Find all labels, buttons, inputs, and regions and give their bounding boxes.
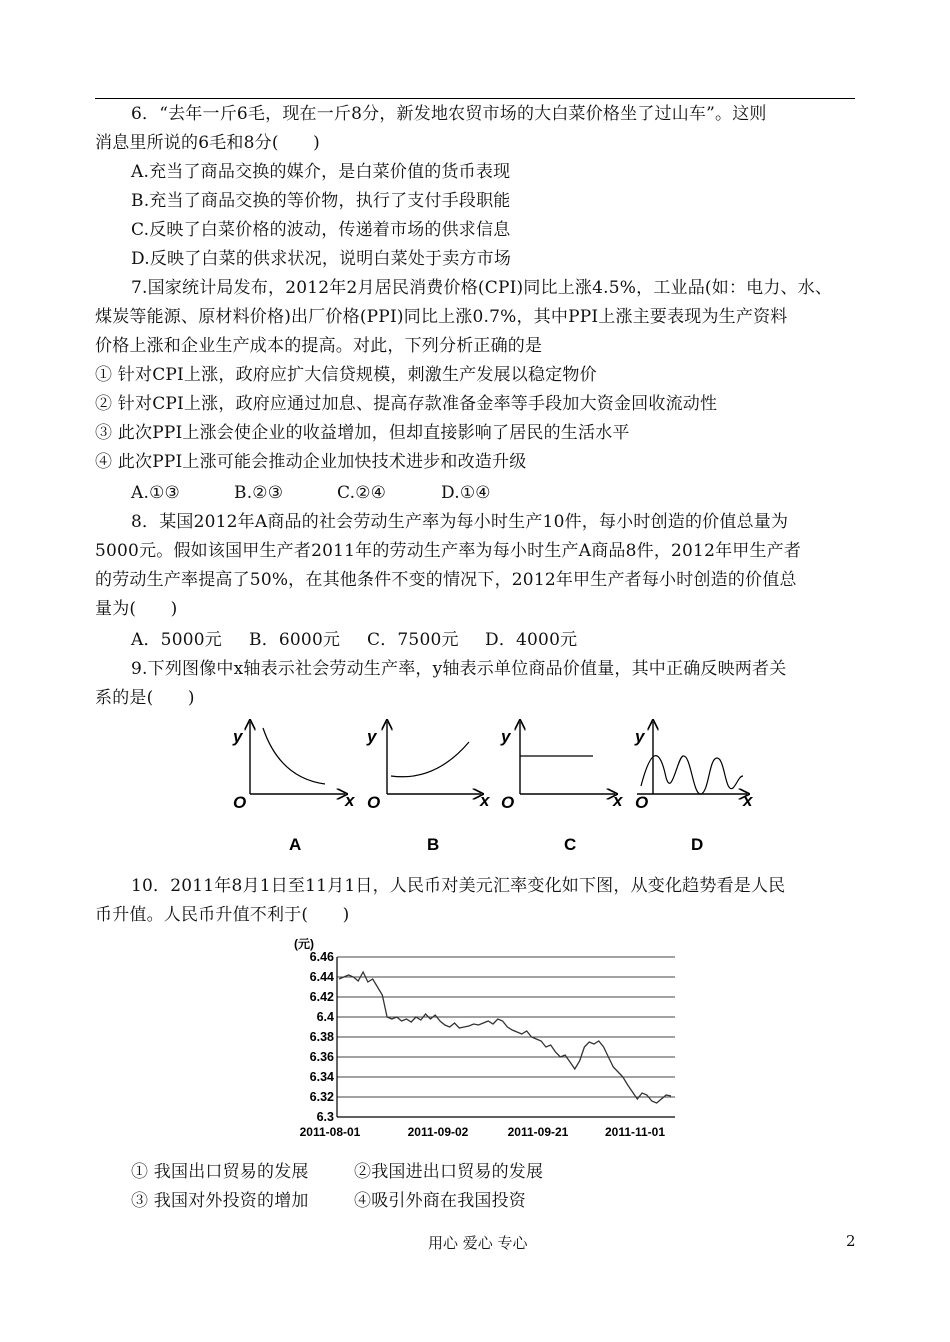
q9-origin-d: O [635,793,649,812]
chart-xtick-label: 2011-09-02 [407,1125,469,1139]
q6-option-a: A.充当了商品交换的媒介，是白菜价值的货币表现 [131,162,511,182]
q6-option-c: C.反映了白菜价格的波动，传递着市场的供求信息 [131,220,511,240]
q8-stem-line2: 5000元。假如该国甲生产者2011年的劳动生产率为每小时生产A商品8件，2012年甲生产者 [95,541,802,561]
q10-statement-2: ②我国进出口贸易的发展 [354,1162,544,1182]
q7-statement-4: ④ 此次PPI上涨可能会推动企业加快技术进步和改造升级 [95,452,527,472]
q9-curve-b [391,742,469,777]
q7-statement-1: ① 针对CPI上涨，政府应扩大信贷规模，刺激生产发展以稳定物价 [95,365,597,385]
chart-ytick-label: 6.4 [316,1010,334,1024]
chart-ytick-label: 6.44 [309,970,334,984]
q7-statement-3: ③ 此次PPI上涨会使企业的收益增加，但却直接影响了居民的生活水平 [95,423,630,443]
q8-option-b: B．6000元 [249,630,341,650]
q9-stem-line2: 系的是( ) [95,688,195,708]
q7-option-b: B.②③ [234,483,284,503]
q9-label-b: B [427,835,440,854]
q7-stem-line1: 7.国家统计局发布，2012年2月居民消费价格(CPI)同比上涨4.5%，工业品(如：电力、水、 [131,278,833,298]
chart-ylabel: (元) [294,937,314,951]
q9-label-d: D [691,835,704,854]
q9-graph-a [232,722,356,854]
q9-axis-x-c: x [613,791,623,810]
q9-curve-a [263,728,325,784]
q8-stem-line4: 量为( ) [95,599,178,619]
q9-axis-y-b: y [367,727,377,746]
chart-ytick-label: 6.46 [309,950,334,964]
q9-graphs [225,718,765,858]
q6-stem-line1: 6．“去年一斤6毛，现在一斤8分，新发地农贸市场的大白菜价格坐了过山车”。这则 [131,104,767,124]
q9-origin-c: O [501,793,515,812]
q10-statement-4: ④吸引外商在我国投资 [354,1191,526,1211]
q8-option-d: D．4000元 [485,630,578,650]
q9-label-a: A [289,835,302,854]
q9-curve-d [641,756,743,794]
q7-statement-2: ② 针对CPI上涨，政府应通过加息、提高存款准备金率等手段加大资金回收流动性 [95,394,718,414]
q6-option-d: D.反映了白菜的供求状况，说明白菜处于卖方市场 [131,249,512,269]
q9-origin-b: O [367,793,381,812]
q9-axis-x-b: x [480,791,490,810]
q9-label-c: C [564,835,577,854]
q10-statement-3: ③ 我国对外投资的增加 [131,1191,309,1211]
q7-stem-line2: 煤炭等能源、原材料价格)出厂价格(PPI)同比上涨0.7%，其中PPI上涨主要表现为生产资料 [95,307,788,327]
q9-axis-y-d: y [635,727,645,746]
page-number: 2 [846,1232,856,1250]
q6-stem-line2: 消息里所说的6毛和8分( ) [95,133,320,153]
q7-stem-line3: 价格上涨和企业生产成本的提高。对此，下列分析正确的是 [95,336,543,356]
q9-axis-x-a: x [345,791,355,810]
q9-axis-y-a: y [233,727,243,746]
q8-stem-line3: 的劳动生产率提高了50%，在其他条件不变的情况下，2012年甲生产者每小时创造的价值总 [95,570,797,590]
header-rule [95,98,855,99]
q7-options [131,481,491,505]
chart-ytick-label: 6.42 [309,990,334,1004]
q9-graph-c [500,722,624,854]
q9-axis-x-d: x [743,791,753,810]
exchange-rate-chart [280,930,700,1145]
q7-option-a: A.①③ [131,483,180,503]
chart-ytick-label: 6.38 [309,1030,334,1044]
q10-statement-1: ① 我国出口贸易的发展 [131,1162,309,1182]
chart-xtick-label: 2011-09-21 [507,1125,569,1139]
chart-xtick-label: 2011-11-01 [604,1125,666,1139]
q9-axis-y-c: y [501,727,511,746]
chart-ytick-label: 6.34 [309,1070,334,1084]
footer-slogan: 用心 爱心 专心 [428,1234,528,1252]
q7-option-c: C.②④ [337,483,387,503]
q8-option-a: A．5000元 [131,630,222,650]
chart-xtick-label: 2011-08-01 [299,1125,361,1139]
q8-stem-line1: 8．某国2012年A商品的社会劳动生产率为每小时生产10件，每小时创造的价值总量为 [131,512,789,532]
q9-graph-b [366,722,491,854]
q6-option-b: B.充当了商品交换的等价物，执行了支付手段职能 [131,191,511,211]
chart-ytick-label: 6.3 [316,1110,334,1124]
q7-option-d: D.①④ [441,483,491,503]
q10-stem-line2: 币升值。人民币升值不利于( ) [95,905,350,925]
chart-ytick-label: 6.32 [309,1090,334,1104]
q9-graph-d [634,722,754,854]
q9-stem-line1: 9.下列图像中x轴表示社会劳动生产率，y轴表示单位商品价值量，其中正确反映两者关 [131,659,787,679]
q10-stem-line1: 10．2011年8月1日至11月1日，人民币对美元汇率变化如下图，从变化趋势看是人民 [131,876,786,896]
q8-options [131,628,577,652]
q9-origin-a: O [233,793,247,812]
chart-ytick-label: 6.36 [309,1050,334,1064]
q8-option-c: C．7500元 [367,630,459,650]
